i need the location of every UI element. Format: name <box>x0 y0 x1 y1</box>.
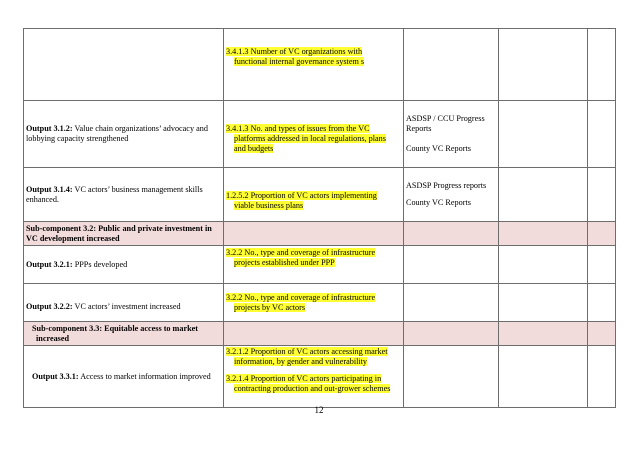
means-of-verification-cell <box>404 284 499 322</box>
output-label: Output 3.2.1: <box>26 259 73 269</box>
indicator-line: platforms addressed in local regulations, plans <box>234 134 386 143</box>
output-text: Access to market information improved <box>78 371 211 381</box>
means-of-verification-cell <box>404 168 499 222</box>
output-label: Output 3.1.2: <box>26 124 73 133</box>
empty-cell <box>588 29 616 101</box>
output-cell <box>24 284 224 322</box>
sub-component-row <box>24 222 616 246</box>
verification-source: County VC Reports <box>406 144 471 153</box>
indicator-line: 3.4.1.3 No. and types of issues from the VC <box>226 124 370 133</box>
table-row <box>24 168 616 222</box>
table-row <box>24 246 616 284</box>
empty-cell <box>499 322 588 346</box>
indicator-line: 3.4.1.3 Number of VC organizations with <box>226 47 363 56</box>
output-cell <box>24 168 224 222</box>
empty-cell <box>588 168 616 222</box>
indicator-line: functional internal governance system s <box>234 57 365 66</box>
means-of-verification-cell <box>404 101 499 168</box>
empty-cell <box>499 246 588 284</box>
empty-cell <box>224 322 404 346</box>
indicator-cell <box>224 246 404 284</box>
indicator-line: viable business plans <box>234 200 304 210</box>
indicator-line: projects established under PPP <box>234 258 335 267</box>
empty-cell <box>588 101 616 168</box>
output-text: VC actors’ business management skills enhanced. <box>26 184 203 204</box>
indicator-line: information, by gender and vulnerability <box>234 357 368 366</box>
output-cell <box>24 101 224 168</box>
table-row <box>24 101 616 168</box>
empty-cell <box>499 168 588 222</box>
empty-cell <box>499 222 588 246</box>
sub-component-title <box>24 322 224 346</box>
empty-cell <box>588 222 616 246</box>
indicator-line: projects by VC actors <box>234 302 306 312</box>
output-cell <box>24 246 224 284</box>
empty-cell <box>499 29 588 101</box>
sub-component-line: Sub-component 3.3: Equitable access to market <box>32 323 199 333</box>
means-of-verification-cell <box>404 246 499 284</box>
empty-cell <box>224 222 404 246</box>
empty-cell <box>588 246 616 284</box>
indicator-cell <box>224 168 404 222</box>
table-row <box>24 346 616 408</box>
indicator-cell <box>224 101 404 168</box>
empty-cell <box>588 346 616 408</box>
output-text: Value chain organizations’ advocacy and lobbying capacity strengthened <box>26 124 208 143</box>
indicator-line: 1.2.5.2 Proportion of VC actors implementing <box>226 190 377 200</box>
output-label: Output 3.2.2: <box>26 301 73 311</box>
verification-source: ASDSP / CCU Progress Reports <box>406 114 485 133</box>
means-of-verification-cell <box>404 29 499 101</box>
indicator-line: 3.2.1.4 Proportion of VC actors participating in <box>226 374 382 383</box>
output-text: VC actors’ investment increased <box>72 301 181 311</box>
indicator-line: contracting production and out-grower schemes <box>234 384 391 393</box>
empty-cell <box>499 346 588 408</box>
output-cell <box>24 29 224 101</box>
indicator-cell <box>224 346 404 408</box>
means-of-verification-cell <box>404 346 499 408</box>
indicator-line: 3.2.2 No., type and coverage of infrastructure <box>226 292 376 302</box>
indicator-cell <box>224 284 404 322</box>
empty-cell <box>499 101 588 168</box>
empty-cell <box>588 284 616 322</box>
output-cell <box>24 346 224 408</box>
empty-cell <box>499 284 588 322</box>
empty-cell <box>404 322 499 346</box>
output-label: Output 3.3.1: <box>32 371 79 381</box>
table-row <box>24 284 616 322</box>
sub-component-line: increased <box>36 333 70 343</box>
output-text: PPPs developed <box>72 259 128 269</box>
indicator-line: 3.2.2 No., type and coverage of infrastructure <box>226 248 376 257</box>
empty-cell <box>404 222 499 246</box>
table-row <box>24 29 616 101</box>
verification-source: County VC Reports <box>406 198 471 207</box>
indicator-cell <box>224 29 404 101</box>
page-number: 12 <box>314 405 324 415</box>
empty-cell <box>588 322 616 346</box>
indicator-line: 3.2.1.2 Proportion of VC actors accessing market <box>226 347 388 356</box>
sub-component-title: Sub-component 3.2: Public and private investment in VC development increased <box>24 222 224 246</box>
sub-component-row <box>24 322 616 346</box>
verification-source: ASDSP Progress reports <box>406 181 487 190</box>
logframe-table <box>23 28 616 408</box>
output-label: Output 3.1.4: <box>26 184 73 194</box>
indicator-line: and budgets <box>234 144 274 153</box>
